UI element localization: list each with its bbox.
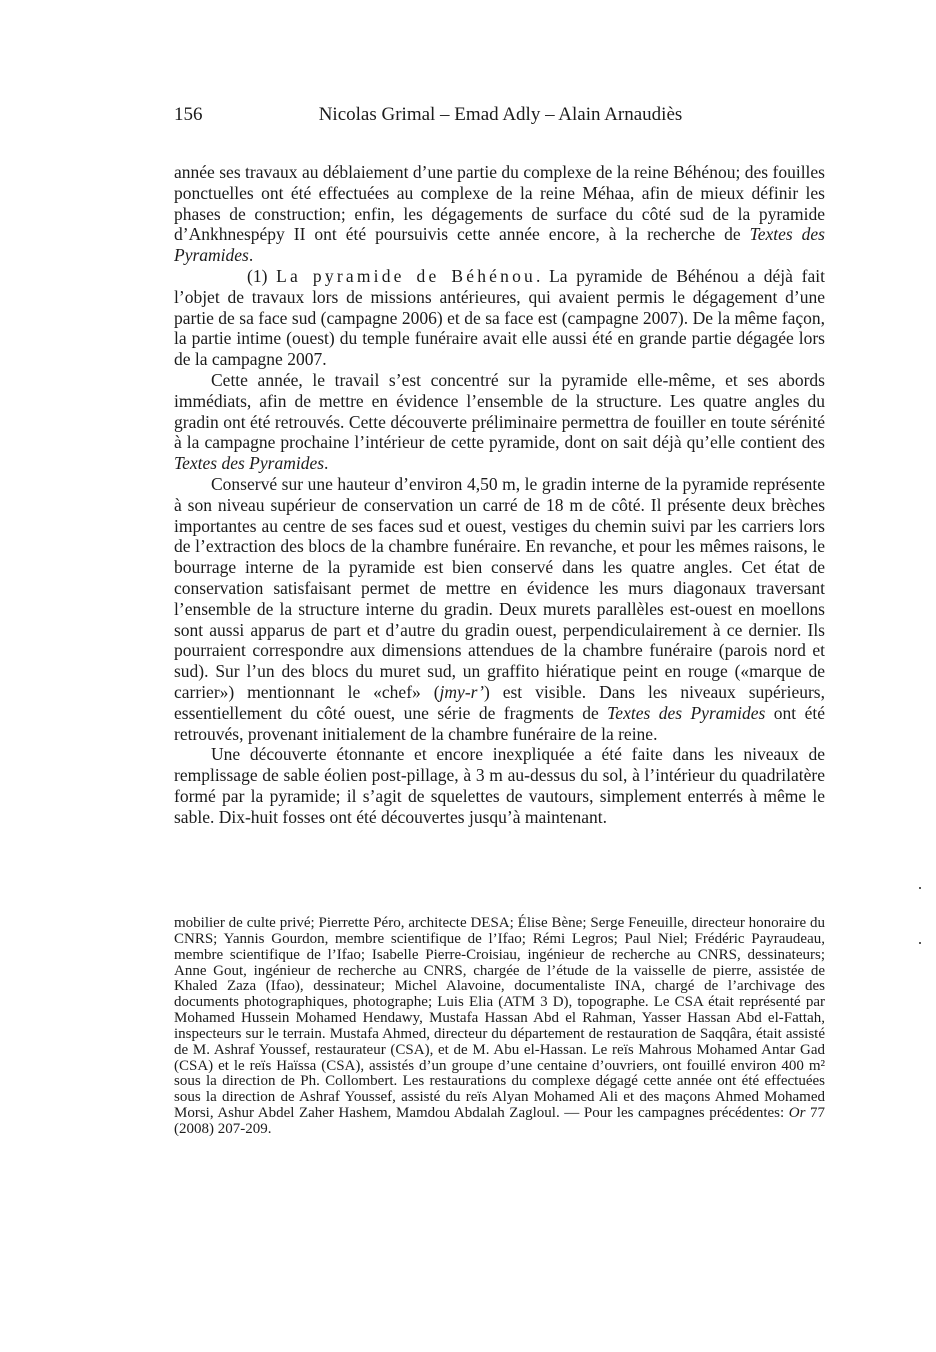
footnote-text: mobilier de culte privé; Pierrette Péro, architecte DESA; Élise Bène; Serge Feneuille, directeur honoraire du CNRS; Yannis Gourdon, membre scientifique de l’Ifao; Rémi Legros; Paul Niel; Frédéric Payraudeau, membre scientifique de l’Ifao; Isabelle Pierre-Croisiau, ingénieur de recherche au CNRS, dessinateurs; Anne Gout, ingénieur de recherche au CNRS, chargée de l’étude de la vaisselle de pierre, assistée de Khaled Zaza (Ifao), dessinateur; Michel Alavoine, documentaliste INA, chargé de l’archivage des documents photographiques, photographe; Luis Elia (ATM 3 D), topographe. Le CSA était représenté par Mohamed Hussein Mohamed Hendawy, Mustafa Hassan Abd el Rahman, Yasser Hassan Abd el-Fattah, inspecteurs sur le terrain. Mustafa Ahmed, directeur du département de restauration de Saqqâra, était assisté de M. Ashraf Youssef, restaurateur (CSA), et de M. Abu el-Hassan. Le reïs Mahrous Mohamed Antar Gad (CSA) et le reïs Haïssa (CSA), assistés d’un groupe d’une centaine d’ouvriers, ont fouillé environ 400 m² sous la direction de Ph. Collombert. Les restaurations du complexe dégagé cette année ont été effectuées sous la direction de Ashraf Youssef, assisté du reïs Alyan Mohamed Ali et des maçons Ahmed Mohamed Morsi, Ashur Abdel Zaher Hashem, Mamdou Abdalah Zagloul. — Pour les campagnes précédentes: Or 77 (2008) 207-209. — [174, 915, 826, 1137]
page-number: 156 — [174, 104, 203, 125]
section-number: (1) — [247, 265, 277, 286]
section-heading: La pyramide de Béhénou — [276, 265, 536, 286]
italic-title: Textes des Pyramides — [174, 453, 325, 474]
paragraph: Conservé sur une hauteur d’environ 4,50 m, le gradin interne de la pyramide représente à son niveau supérieur de conservation un carré de 18 m de côté. Il présente deux brèches importantes au centre de ses faces sud et ouest, vestiges du chemin suivi par les carriers lors de l’extraction des blocs de la chambre funéraire. En revanche, et pour les mêmes raisons, le bourrage interne de la pyramide est bien conservé dans les quatre angles. Cet état de conservation satisfaisant permet de mettre en évidence les murs diagonaux traversant l’ensemble de la structure interne du gradin. Deux murets parallèles est-ouest en moellons sont aussi apparus de part et d’autre du gradin ouest, perpendiculairement à ce dernier. Ils pourraient correspondre aux dimensions attendues de la chambre funéraire (parois nord et sud). Sur l’un des blocs du muret sud, un graffito hiératique peint en rouge («marque de carrier») mentionnant le «chef» (jmy-r’) est visible. Dans les niveaux supérieurs, essentiellement du côté ouest, une série de fragments de Textes des Pyramides ont été retrouvés, provenant initialement de la chambre funéraire de la reine. — [174, 473, 825, 744]
journal-abbrev: Or — [788, 1105, 806, 1122]
scan-mark — [919, 887, 921, 889]
italic-title: Textes des Pyramides — [607, 702, 766, 723]
page-header — [174, 104, 827, 134]
paragraph: Une découverte étonnante et encore inexpliquée a été faite dans les niveaux de remplissage de sable éolien post-pillage, à 3 m au-dessus du sol, à l’intérieur du quadrilatère formé par la pyramide; il s’agit de squelettes de vautours, simplement enterrés à même le sable. Dix-huit fosses ont été découvertes jusqu’à maintenant. — [174, 744, 825, 827]
running-head: Nicolas Grimal – Emad Adly – Alain Arnaudiès — [318, 104, 683, 125]
italic-term: jmy-r’ — [439, 681, 484, 702]
paragraph: Cette année, le travail s’est concentré sur la pyramide elle-même, et ses abords immédiats, afin de mettre en évidence l’ensemble de la structure. Les quatre angles du gradin ont été retrouvés. Cette découverte préliminaire permettra de fouiller en toute sérénité à la campagne prochaine l’intérieur de cette pyramide, dont on sait déjà qu’elle contient des Textes des Pyramides. — [174, 369, 825, 474]
section-paragraph: (1) La pyramide de Béhénou. La pyramide de Béhénou a déjà fait l’objet de travaux lors de missions antérieures, qui avaient permis le dégagement d’une partie de sa face sud (campagne 2006) et de sa face est (campagne 2007). De la même façon, la partie intime (ouest) du temple funéraire avait elle aussi été en grande partie dégagée lors de la campagne 2007. — [174, 265, 825, 370]
paragraph: année ses travaux au déblaiement d’une partie du complexe de la reine Béhénou; des fouilles ponctuelles ont été effectuées au complexe de la reine Méhaa, afin de mieux définir les phases de construction; enfin, les dégagements de surface du côté sud de la pyramide d’Ankhnespépy II ont été poursuivis cette année encore, à la recherche de Textes des Pyramides. — [174, 162, 825, 266]
scan-mark — [919, 942, 921, 944]
body-text — [174, 162, 825, 828]
footnote — [174, 916, 825, 1138]
italic-title: Textes des Pyramides — [174, 224, 825, 266]
